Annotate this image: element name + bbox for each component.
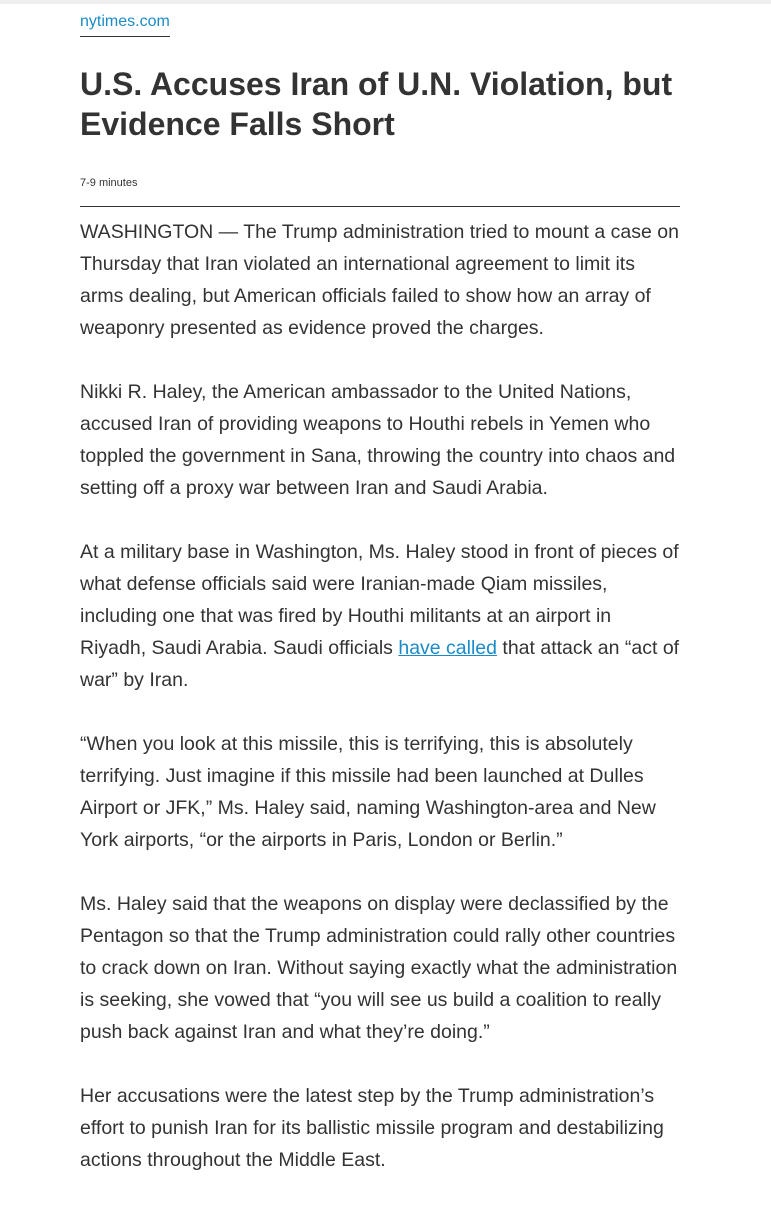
paragraph-3-text-before: At a military base in Washington, Ms. Haley stood in front of pieces of what defense officials said were Iranian-made Qiam missiles, including one that was fired by Houthi militants at an airport in Riyadh, Saudi Arabia. Saudi officials bbox=[80, 541, 679, 659]
paragraph-1: WASHINGTON — The Trump administration tried to mount a case on Thursday that Iran violated an international agreement to limit its arms dealing, but American officials failed to show how an array of weaponry presented as evidence proved the charges. bbox=[80, 221, 679, 339]
have-called-link[interactable]: have called bbox=[398, 637, 497, 659]
top-border bbox=[0, 0, 771, 4]
article-body bbox=[80, 216, 680, 1208]
article-headline: U.S. Accuses Iran of U.N. Violation, but Evidence Falls Short bbox=[80, 66, 673, 142]
paragraph-4: “When you look at this missile, this is terrifying, this is absolutely terrifying. Just imagine if this missile had been launched at Dulles Airport or JFK,” Ms. Haley said, naming Washington-area and New York airports, “or the airports in Paris, London or Berlin.” bbox=[80, 733, 656, 851]
source-link[interactable]: nytimes.com bbox=[80, 12, 170, 37]
paragraph-3 bbox=[80, 536, 680, 696]
header-divider bbox=[80, 206, 680, 207]
paragraph-6: Her accusations were the latest step by the Trump administration’s effort to punish Iran for its ballistic missile program and destabilizing actions throughout the Middle East. bbox=[80, 1085, 664, 1171]
paragraph-2: Nikki R. Haley, the American ambassador to the United Nations, accused Iran of providing weapons to Houthi rebels in Yemen who toppled the government in Sana, throwing the country into chaos and setting off a proxy war between Iran and Saudi Arabia. bbox=[80, 381, 676, 499]
reading-time: 7-9 minutes bbox=[80, 177, 138, 189]
paragraph-3-text-after: that attack an “act of war” by Iran. bbox=[80, 637, 680, 691]
paragraph-5: Ms. Haley said that the weapons on display were declassified by the Pentagon so that the Trump administration could rally other countries to crack down on Iran. Without saying exactly what the administration is seeking, she vowed that “you will see us build a coalition to really push back against Iran and what they’re doing.” bbox=[80, 893, 678, 1043]
